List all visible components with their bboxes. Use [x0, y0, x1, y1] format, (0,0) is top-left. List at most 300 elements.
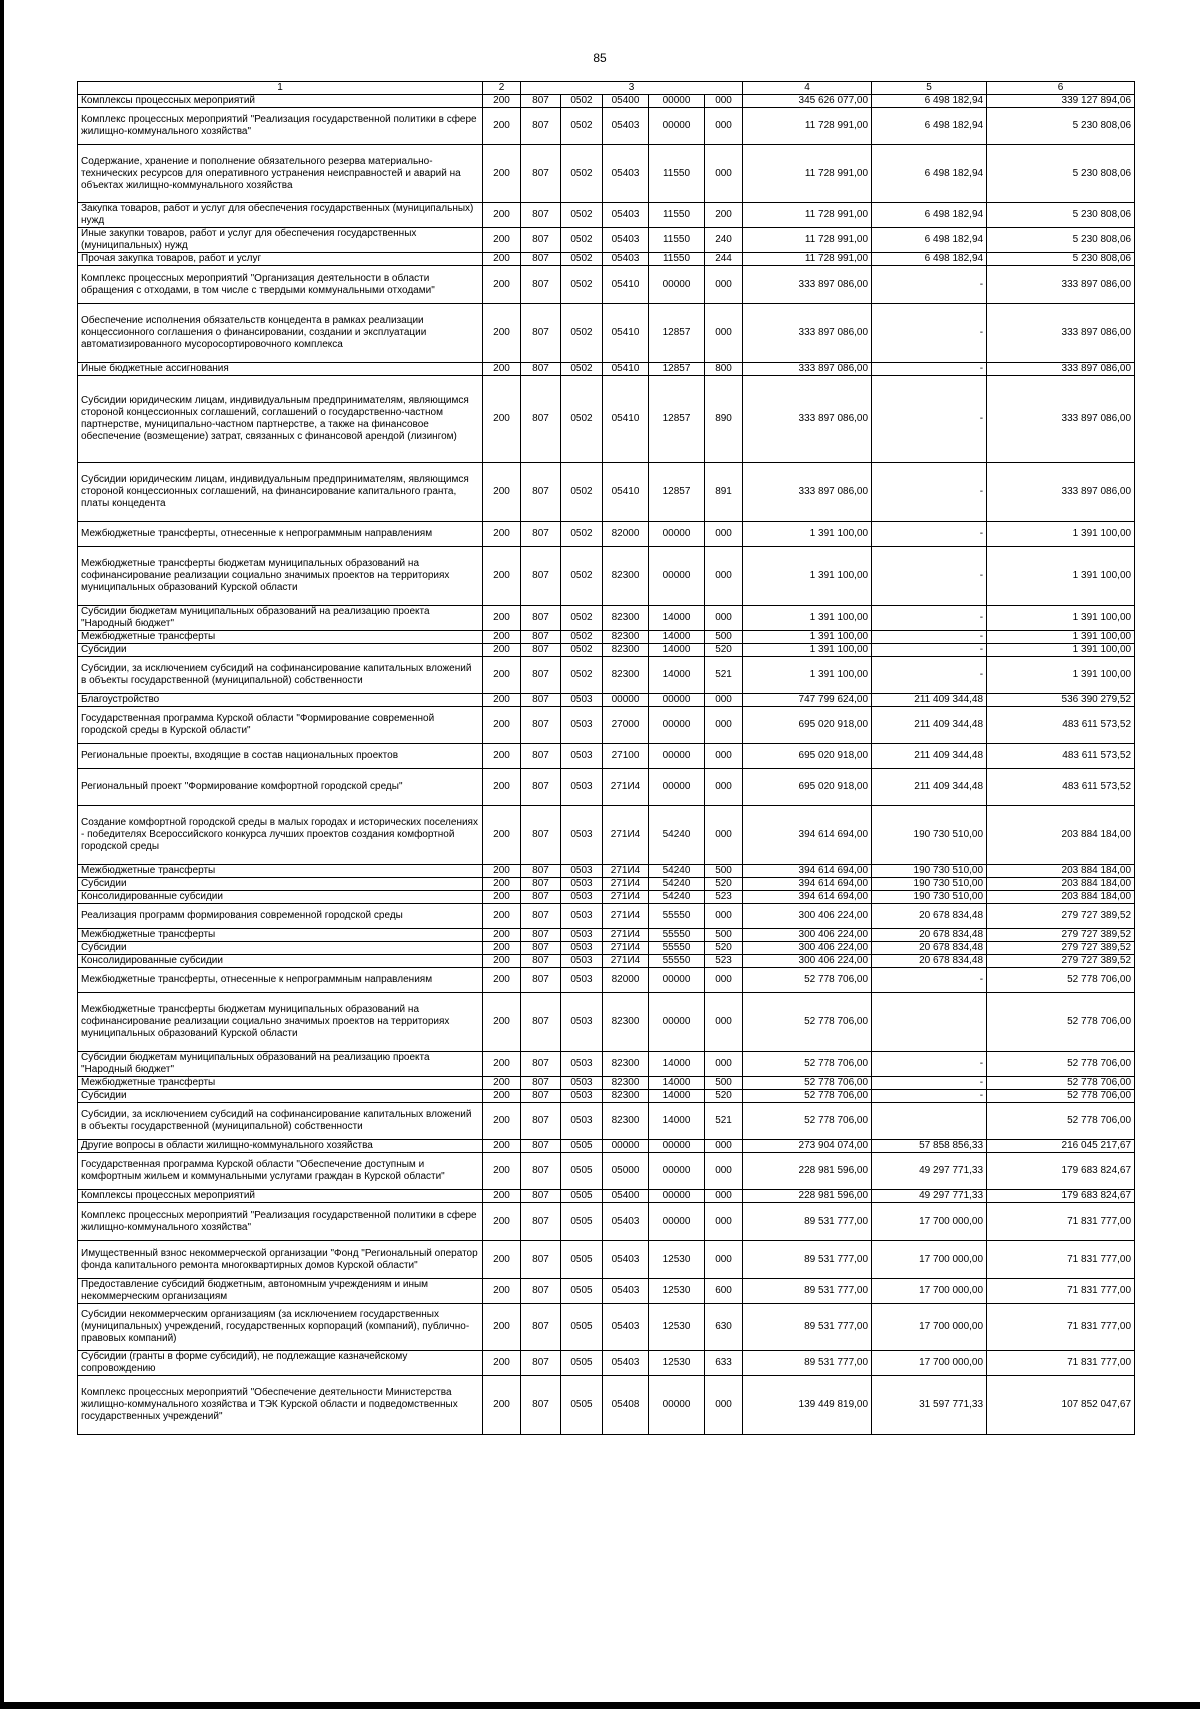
executed-amount: -: [872, 363, 987, 376]
table-row: [78, 955, 1135, 968]
remaining-amount: 71 831 777,00: [987, 1351, 1135, 1376]
approved-amount: 394 614 694,00: [743, 891, 872, 904]
ministry-code: 807: [521, 904, 561, 929]
remaining-amount: 203 884 184,00: [987, 878, 1135, 891]
remaining-amount: 216 045 217,67: [987, 1140, 1135, 1153]
executed-amount: 20 678 834,48: [872, 942, 987, 955]
executed-amount: 17 700 000,00: [872, 1241, 987, 1279]
remaining-amount: 279 727 389,52: [987, 904, 1135, 929]
direction-code: 11550: [649, 253, 705, 266]
direction-code: 55550: [649, 904, 705, 929]
section-code: 0502: [561, 253, 603, 266]
row-name: Комплексы процессных мероприятий: [78, 1190, 483, 1203]
table-row: [78, 1052, 1135, 1077]
direction-code: 12530: [649, 1241, 705, 1279]
grbs-code: 200: [483, 993, 521, 1052]
section-code: 0503: [561, 968, 603, 993]
grbs-code: 200: [483, 1153, 521, 1190]
ministry-code: 807: [521, 891, 561, 904]
grbs-code: 200: [483, 108, 521, 145]
table-row: [78, 1351, 1135, 1376]
row-name: Реализация программ формирования современной городской среды: [78, 904, 483, 929]
section-code: 0505: [561, 1304, 603, 1351]
direction-code: 00000: [649, 522, 705, 547]
grbs-code: 200: [483, 363, 521, 376]
grbs-code: 200: [483, 1241, 521, 1279]
table-row: [78, 891, 1135, 904]
approved-amount: 11 728 991,00: [743, 145, 872, 203]
program-code: 82300: [603, 1090, 649, 1103]
table-row: [78, 253, 1135, 266]
approved-amount: 333 897 086,00: [743, 376, 872, 463]
program-code: 05410: [603, 376, 649, 463]
executed-amount: -: [872, 266, 987, 304]
direction-code: 00000: [649, 547, 705, 606]
section-code: 0503: [561, 707, 603, 744]
ministry-code: 807: [521, 266, 561, 304]
direction-code: 14000: [649, 631, 705, 644]
table-row: [78, 929, 1135, 942]
grbs-code: 200: [483, 707, 521, 744]
approved-amount: 89 531 777,00: [743, 1203, 872, 1241]
executed-amount: 20 678 834,48: [872, 929, 987, 942]
approved-amount: 1 391 100,00: [743, 606, 872, 631]
row-name: Региональные проекты, входящие в состав национальных проектов: [78, 744, 483, 769]
ministry-code: 807: [521, 95, 561, 108]
program-code: 271И4: [603, 865, 649, 878]
program-code: 05403: [603, 1351, 649, 1376]
grbs-code: 200: [483, 1190, 521, 1203]
expense-type-code: 000: [705, 145, 743, 203]
row-name: Субсидии: [78, 644, 483, 657]
program-code: 82300: [603, 547, 649, 606]
direction-code: 55550: [649, 929, 705, 942]
section-code: 0503: [561, 1077, 603, 1090]
section-code: 0505: [561, 1153, 603, 1190]
expense-type-code: 000: [705, 1052, 743, 1077]
executed-amount: -: [872, 463, 987, 522]
section-code: 0502: [561, 376, 603, 463]
direction-code: 14000: [649, 606, 705, 631]
executed-amount: -: [872, 1090, 987, 1103]
remaining-amount: 279 727 389,52: [987, 955, 1135, 968]
table-row: [78, 304, 1135, 363]
row-name: Комплекс процессных мероприятий "Реализация государственной политики в сфере жилищно-коммунального хозяйства": [78, 1203, 483, 1241]
row-name: Комплекс процессных мероприятий "Реализация государственной политики в сфере жилищно-коммунального хозяйства": [78, 108, 483, 145]
remaining-amount: 52 778 706,00: [987, 1090, 1135, 1103]
row-name: Государственная программа Курской области "Обеспечение доступным и комфортным жильем и коммунальными услугами граждан в Курской области": [78, 1153, 483, 1190]
remaining-amount: 483 611 573,52: [987, 707, 1135, 744]
table-row: [78, 904, 1135, 929]
row-name: Субсидии, за исключением субсидий на софинансирование капитальных вложений в объекты государственной (муниципальной) собственности: [78, 1103, 483, 1140]
direction-code: 00000: [649, 266, 705, 304]
direction-code: 00000: [649, 1376, 705, 1435]
ministry-code: 807: [521, 657, 561, 694]
approved-amount: 52 778 706,00: [743, 1052, 872, 1077]
ministry-code: 807: [521, 1376, 561, 1435]
grbs-code: 200: [483, 95, 521, 108]
approved-amount: 228 981 596,00: [743, 1190, 872, 1203]
remaining-amount: 71 831 777,00: [987, 1241, 1135, 1279]
executed-amount: 6 498 182,94: [872, 228, 987, 253]
ministry-code: 807: [521, 1153, 561, 1190]
approved-amount: 52 778 706,00: [743, 1077, 872, 1090]
direction-code: 00000: [649, 707, 705, 744]
row-name: Иные бюджетные ассигнования: [78, 363, 483, 376]
ministry-code: 807: [521, 769, 561, 806]
direction-code: 14000: [649, 1052, 705, 1077]
direction-code: 00000: [649, 694, 705, 707]
section-code: 0503: [561, 929, 603, 942]
ministry-code: 807: [521, 942, 561, 955]
ministry-code: 807: [521, 694, 561, 707]
direction-code: 00000: [649, 108, 705, 145]
expense-type-code: 000: [705, 1241, 743, 1279]
row-name: Субсидии: [78, 942, 483, 955]
page-number: 85: [593, 51, 607, 65]
table-row: [78, 203, 1135, 228]
program-code: 05410: [603, 266, 649, 304]
program-code: 82000: [603, 968, 649, 993]
ministry-code: 807: [521, 929, 561, 942]
section-code: 0503: [561, 806, 603, 865]
grbs-code: 200: [483, 203, 521, 228]
ministry-code: 807: [521, 1351, 561, 1376]
remaining-amount: 483 611 573,52: [987, 744, 1135, 769]
expense-type-code: 630: [705, 1304, 743, 1351]
ministry-code: 807: [521, 1203, 561, 1241]
ministry-code: 807: [521, 203, 561, 228]
row-name: Субсидии юридическим лицам, индивидуальным предпринимателям, являющимся стороной концессионных соглашений, на финансирование капитального гранта, платы концедента: [78, 463, 483, 522]
ministry-code: 807: [521, 1279, 561, 1304]
grbs-code: 200: [483, 968, 521, 993]
approved-amount: 394 614 694,00: [743, 865, 872, 878]
section-code: 0505: [561, 1140, 603, 1153]
table-row: [78, 108, 1135, 145]
program-code: 00000: [603, 694, 649, 707]
direction-code: 00000: [649, 968, 705, 993]
program-code: 271И4: [603, 806, 649, 865]
table-row: [78, 1279, 1135, 1304]
direction-code: 54240: [649, 806, 705, 865]
section-code: 0503: [561, 1103, 603, 1140]
expense-type-code: 521: [705, 657, 743, 694]
section-code: 0502: [561, 145, 603, 203]
grbs-code: 200: [483, 865, 521, 878]
direction-code: 00000: [649, 95, 705, 108]
grbs-code: 200: [483, 694, 521, 707]
expense-type-code: 000: [705, 694, 743, 707]
executed-amount: 17 700 000,00: [872, 1351, 987, 1376]
table-row: [78, 95, 1135, 108]
direction-code: 12857: [649, 363, 705, 376]
table-row: [78, 463, 1135, 522]
grbs-code: 200: [483, 1376, 521, 1435]
section-code: 0502: [561, 203, 603, 228]
table-row: [78, 942, 1135, 955]
executed-amount: 190 730 510,00: [872, 891, 987, 904]
program-code: 05403: [603, 108, 649, 145]
table-row: [78, 376, 1135, 463]
expense-type-code: 500: [705, 1077, 743, 1090]
section-code: 0503: [561, 865, 603, 878]
section-code: 0505: [561, 1203, 603, 1241]
grbs-code: 200: [483, 1103, 521, 1140]
direction-code: 14000: [649, 1090, 705, 1103]
program-code: 05408: [603, 1376, 649, 1435]
table-row: [78, 547, 1135, 606]
program-code: 05403: [603, 1279, 649, 1304]
approved-amount: 89 531 777,00: [743, 1304, 872, 1351]
ministry-code: 807: [521, 522, 561, 547]
approved-amount: 52 778 706,00: [743, 993, 872, 1052]
approved-amount: 139 449 819,00: [743, 1376, 872, 1435]
expense-type-code: 520: [705, 878, 743, 891]
approved-amount: 11 728 991,00: [743, 203, 872, 228]
remaining-amount: 52 778 706,00: [987, 1077, 1135, 1090]
grbs-code: 200: [483, 463, 521, 522]
section-code: 0502: [561, 95, 603, 108]
direction-code: 00000: [649, 744, 705, 769]
direction-code: 14000: [649, 657, 705, 694]
direction-code: 12857: [649, 463, 705, 522]
direction-code: 00000: [649, 1153, 705, 1190]
grbs-code: 200: [483, 631, 521, 644]
program-code: 82300: [603, 1103, 649, 1140]
direction-code: 00000: [649, 1203, 705, 1241]
approved-amount: 333 897 086,00: [743, 304, 872, 363]
expense-type-code: 890: [705, 376, 743, 463]
ministry-code: 807: [521, 968, 561, 993]
header-row: [78, 82, 1135, 95]
table-row: [78, 744, 1135, 769]
table-row: [78, 1103, 1135, 1140]
expense-type-code: 000: [705, 993, 743, 1052]
program-code: 271И4: [603, 769, 649, 806]
approved-amount: 228 981 596,00: [743, 1153, 872, 1190]
expense-type-code: 000: [705, 1203, 743, 1241]
executed-amount: -: [872, 547, 987, 606]
remaining-amount: 203 884 184,00: [987, 806, 1135, 865]
expense-type-code: 000: [705, 1376, 743, 1435]
approved-amount: 89 531 777,00: [743, 1351, 872, 1376]
grbs-code: 200: [483, 942, 521, 955]
remaining-amount: 52 778 706,00: [987, 993, 1135, 1052]
grbs-code: 200: [483, 1140, 521, 1153]
table-row: [78, 1376, 1135, 1435]
table-row: [78, 707, 1135, 744]
section-code: 0502: [561, 108, 603, 145]
grbs-code: 200: [483, 644, 521, 657]
row-name: Содержание, хранение и пополнение обязательного резерва материально-технических ресурсов для оперативного устранения неисправностей и аварий на объектах жилищно-коммунального хозяйства: [78, 145, 483, 203]
expense-type-code: 000: [705, 606, 743, 631]
row-name: Предоставление субсидий бюджетным, автономным учреждениям и иным некоммерческим организациям: [78, 1279, 483, 1304]
executed-amount: 6 498 182,94: [872, 203, 987, 228]
executed-amount: 20 678 834,48: [872, 904, 987, 929]
direction-code: 54240: [649, 878, 705, 891]
program-code: 82000: [603, 522, 649, 547]
ministry-code: 807: [521, 707, 561, 744]
table-row: [78, 522, 1135, 547]
table-row: [78, 769, 1135, 806]
expense-type-code: 000: [705, 266, 743, 304]
row-name: Закупка товаров, работ и услуг для обеспечения государственных (муниципальных) нужд: [78, 203, 483, 228]
expense-type-code: 000: [705, 108, 743, 145]
row-name: Межбюджетные трансферты бюджетам муниципальных образований на софинансирование реализации социально значимых проектов на территориях муниципальных образований Курской области: [78, 993, 483, 1052]
approved-amount: 1 391 100,00: [743, 522, 872, 547]
grbs-code: 200: [483, 376, 521, 463]
ministry-code: 807: [521, 644, 561, 657]
table-row: [78, 806, 1135, 865]
ministry-code: 807: [521, 1103, 561, 1140]
program-code: 271И4: [603, 942, 649, 955]
ministry-code: 807: [521, 1052, 561, 1077]
remaining-amount: 5 230 808,06: [987, 108, 1135, 145]
table-row: [78, 1077, 1135, 1090]
grbs-code: 200: [483, 806, 521, 865]
expense-type-code: 600: [705, 1279, 743, 1304]
section-code: 0502: [561, 266, 603, 304]
program-code: 271И4: [603, 904, 649, 929]
program-code: 82300: [603, 644, 649, 657]
direction-code: 12530: [649, 1279, 705, 1304]
ministry-code: 807: [521, 1190, 561, 1203]
direction-code: 12530: [649, 1351, 705, 1376]
section-code: 0503: [561, 1090, 603, 1103]
remaining-amount: 279 727 389,52: [987, 929, 1135, 942]
row-name: Субсидии бюджетам муниципальных образований на реализацию проекта "Народный бюджет": [78, 606, 483, 631]
section-code: 0505: [561, 1241, 603, 1279]
grbs-code: 200: [483, 744, 521, 769]
row-name: Субсидии юридическим лицам, индивидуальным предпринимателям, являющимся стороной концессионных соглашений, соглашений о государственно-частном партнерстве, муниципально-частном партнерстве, а также на финансовое обеспечение (возмещение) затрат, связанных с финансовой арендой (лизингом): [78, 376, 483, 463]
remaining-amount: 333 897 086,00: [987, 376, 1135, 463]
approved-amount: 333 897 086,00: [743, 266, 872, 304]
ministry-code: 807: [521, 463, 561, 522]
table-row: [78, 657, 1135, 694]
approved-amount: 333 897 086,00: [743, 463, 872, 522]
approved-amount: 747 799 624,00: [743, 694, 872, 707]
remaining-amount: 333 897 086,00: [987, 304, 1135, 363]
direction-code: 14000: [649, 1103, 705, 1140]
section-code: 0505: [561, 1351, 603, 1376]
section-code: 0503: [561, 993, 603, 1052]
executed-amount: -: [872, 304, 987, 363]
executed-amount: -: [872, 657, 987, 694]
remaining-amount: 1 391 100,00: [987, 547, 1135, 606]
section-code: 0502: [561, 547, 603, 606]
row-name: Другие вопросы в области жилищно-коммунального хозяйства: [78, 1140, 483, 1153]
program-code: 82300: [603, 657, 649, 694]
program-code: 05410: [603, 463, 649, 522]
grbs-code: 200: [483, 1090, 521, 1103]
table-row: [78, 865, 1135, 878]
expense-type-code: 240: [705, 228, 743, 253]
executed-amount: 49 297 771,33: [872, 1190, 987, 1203]
section-code: 0503: [561, 878, 603, 891]
row-name: Комплекс процессных мероприятий "Обеспечение деятельности Министерства жилищно-коммунального хозяйства и ТЭК Курской области и подведомственных государственных учреждений": [78, 1376, 483, 1435]
section-code: 0503: [561, 891, 603, 904]
direction-code: 55550: [649, 942, 705, 955]
table-row: [78, 266, 1135, 304]
section-code: 0503: [561, 694, 603, 707]
section-code: 0505: [561, 1279, 603, 1304]
program-code: 271И4: [603, 891, 649, 904]
executed-amount: 6 498 182,94: [872, 95, 987, 108]
executed-amount: -: [872, 631, 987, 644]
program-code: 271И4: [603, 929, 649, 942]
expense-type-code: 244: [705, 253, 743, 266]
remaining-amount: 1 391 100,00: [987, 522, 1135, 547]
approved-amount: 695 020 918,00: [743, 769, 872, 806]
expense-type-code: 891: [705, 463, 743, 522]
approved-amount: 1 391 100,00: [743, 657, 872, 694]
remaining-amount: 483 611 573,52: [987, 769, 1135, 806]
executed-amount: -: [872, 1052, 987, 1077]
remaining-amount: 52 778 706,00: [987, 1052, 1135, 1077]
row-name: Комплекс процессных мероприятий "Организация деятельности в области обращения с отходами, в том числе с твердыми коммунальными отходами": [78, 266, 483, 304]
executed-amount: -: [872, 376, 987, 463]
section-code: 0503: [561, 955, 603, 968]
expense-type-code: 520: [705, 1090, 743, 1103]
header-col-5: 5: [872, 82, 987, 95]
approved-amount: 300 406 224,00: [743, 955, 872, 968]
ministry-code: 807: [521, 376, 561, 463]
remaining-amount: 333 897 086,00: [987, 463, 1135, 522]
ministry-code: 807: [521, 1241, 561, 1279]
expense-type-code: 500: [705, 929, 743, 942]
approved-amount: 273 904 074,00: [743, 1140, 872, 1153]
expense-type-code: 000: [705, 744, 743, 769]
approved-amount: 695 020 918,00: [743, 707, 872, 744]
approved-amount: 11 728 991,00: [743, 253, 872, 266]
ministry-code: 807: [521, 547, 561, 606]
remaining-amount: 5 230 808,06: [987, 203, 1135, 228]
remaining-amount: 203 884 184,00: [987, 891, 1135, 904]
executed-amount: -: [872, 1077, 987, 1090]
table-row: [78, 606, 1135, 631]
row-name: Межбюджетные трансферты: [78, 1077, 483, 1090]
table-row: [78, 228, 1135, 253]
program-code: 05403: [603, 1241, 649, 1279]
grbs-code: 200: [483, 878, 521, 891]
row-name: Субсидии (гранты в форме субсидий), не подлежащие казначейскому сопровождению: [78, 1351, 483, 1376]
ministry-code: 807: [521, 363, 561, 376]
executed-amount: -: [872, 522, 987, 547]
program-code: 82300: [603, 631, 649, 644]
program-code: 82300: [603, 606, 649, 631]
table-row: [78, 1153, 1135, 1190]
approved-amount: 52 778 706,00: [743, 968, 872, 993]
program-code: 05403: [603, 253, 649, 266]
remaining-amount: 5 230 808,06: [987, 145, 1135, 203]
expense-type-code: 000: [705, 1190, 743, 1203]
table-row: [78, 1304, 1135, 1351]
program-code: 271И4: [603, 878, 649, 891]
ministry-code: 807: [521, 228, 561, 253]
remaining-amount: 179 683 824,67: [987, 1190, 1135, 1203]
grbs-code: 200: [483, 304, 521, 363]
direction-code: 11550: [649, 228, 705, 253]
direction-code: 00000: [649, 1140, 705, 1153]
approved-amount: 695 020 918,00: [743, 744, 872, 769]
executed-amount: 190 730 510,00: [872, 806, 987, 865]
approved-amount: 11 728 991,00: [743, 108, 872, 145]
expense-type-code: 000: [705, 1153, 743, 1190]
approved-amount: 89 531 777,00: [743, 1279, 872, 1304]
grbs-code: 200: [483, 1203, 521, 1241]
expense-type-code: 000: [705, 968, 743, 993]
row-name: Межбюджетные трансферты бюджетам муниципальных образований на софинансирование реализации социально значимых проектов на территориях муниципальных образований Курской области: [78, 547, 483, 606]
